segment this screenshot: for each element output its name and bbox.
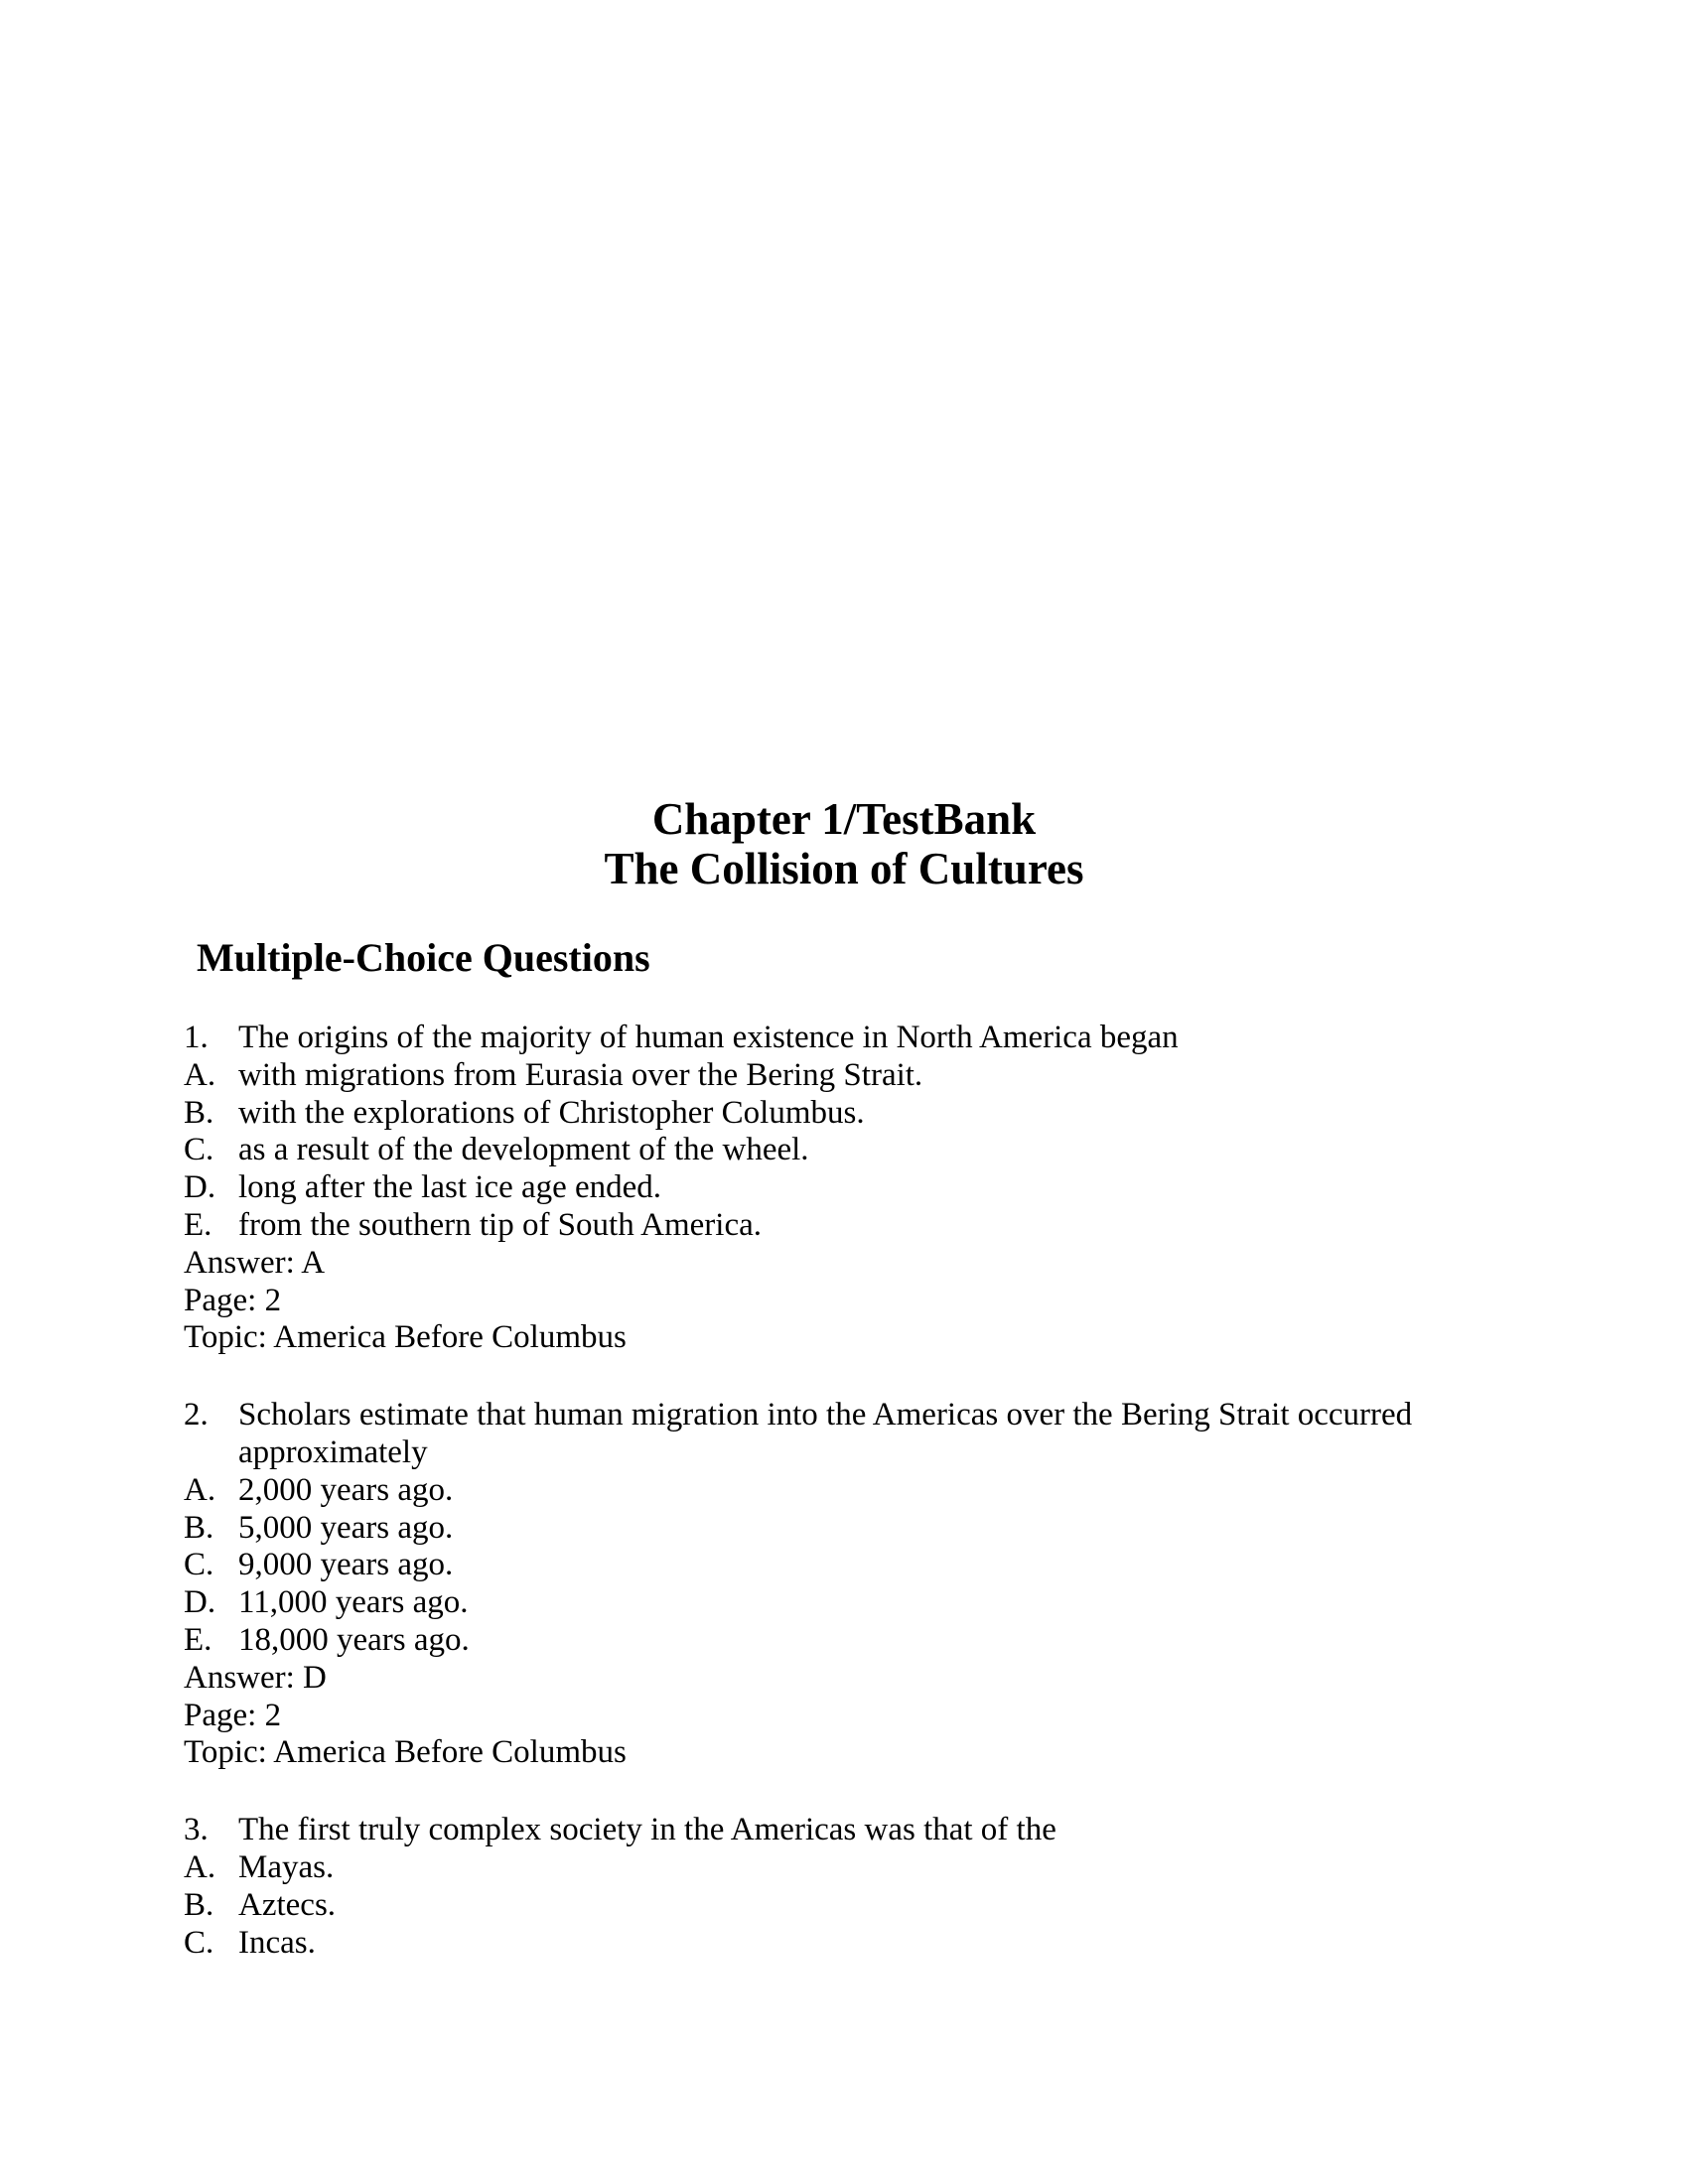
question-3 [184,1812,1412,1962]
option-letter: D. [184,1584,216,1621]
option-letter: D. [184,1169,216,1206]
option-text: long after the last ice age ended. [238,1169,662,1206]
option-text: Aztecs. [238,1886,337,1923]
option-text: with migrations from Eurasia over the Bering Strait. [238,1056,923,1093]
document-title-line-1: Chapter 1/TestBank [651,794,1037,844]
option-letter: A. [184,1056,216,1093]
answer-line: Answer: A [184,1244,326,1281]
option-row [184,1207,1412,1245]
option-row [184,1057,1412,1095]
option-letter: E. [184,1621,212,1658]
option-row [184,1472,1412,1510]
option-row [184,1169,1412,1207]
option-text: 18,000 years ago. [238,1621,470,1658]
option-row [184,1547,1412,1584]
question-stem-text: The origins of the majority of human existence in North America began [238,1020,1179,1055]
question-number: 2. [184,1397,209,1433]
option-letter: C. [184,1924,214,1961]
question-number: 1. [184,1020,209,1055]
option-row [184,1132,1412,1169]
option-row [184,1622,1412,1660]
option-row [184,1925,1412,1963]
option-row [184,1584,1412,1622]
question-stem-text: Scholars estimate that human migration into the Americas over the Bering Strait occurred [238,1397,1413,1433]
option-text: 2,000 years ago. [238,1471,454,1508]
document-title-line-2: The Collision of Cultures [604,844,1084,893]
question-list [184,1020,1412,1962]
option-row [184,1887,1412,1925]
question-stem-continuation [184,1434,1412,1472]
option-letter: E. [184,1206,212,1243]
topic-line: Topic: America Before Columbus [184,1734,627,1771]
option-text: 9,000 years ago. [238,1547,454,1583]
question-number: 3. [184,1812,209,1848]
option-text: from the southern tip of South America. [238,1206,762,1243]
page-line: Page: 2 [184,1697,282,1733]
question-stem [184,1397,1412,1434]
option-letter: B. [184,1509,214,1546]
question-1 [184,1020,1412,1357]
section-heading: Multiple-Choice Questions [197,935,650,980]
option-text: 11,000 years ago. [238,1584,469,1621]
option-letter: C. [184,1132,214,1168]
option-text: with the explorations of Christopher Columbus. [238,1094,865,1131]
question-stem [184,1020,1412,1057]
option-row [184,1510,1412,1548]
question-stem-text: The first truly complex society in the Americas was that of the [238,1812,1056,1848]
option-letter: B. [184,1094,214,1131]
option-letter: A. [184,1848,216,1885]
option-text: Incas. [238,1924,316,1961]
answer-line: Answer: D [184,1659,327,1696]
option-text: as a result of the development of the wheel. [238,1132,809,1168]
question-2 [184,1397,1412,1772]
topic-line: Topic: America Before Columbus [184,1319,627,1356]
option-letter: B. [184,1886,214,1923]
question-stem-text: approximately [238,1433,428,1470]
page-line: Page: 2 [184,1282,282,1318]
option-text: 5,000 years ago. [238,1509,454,1546]
question-stem [184,1812,1412,1849]
option-letter: A. [184,1471,216,1508]
option-row [184,1849,1412,1887]
option-row [184,1095,1412,1133]
document-title [0,794,1688,893]
option-letter: C. [184,1547,214,1583]
option-text: Mayas. [238,1848,335,1885]
